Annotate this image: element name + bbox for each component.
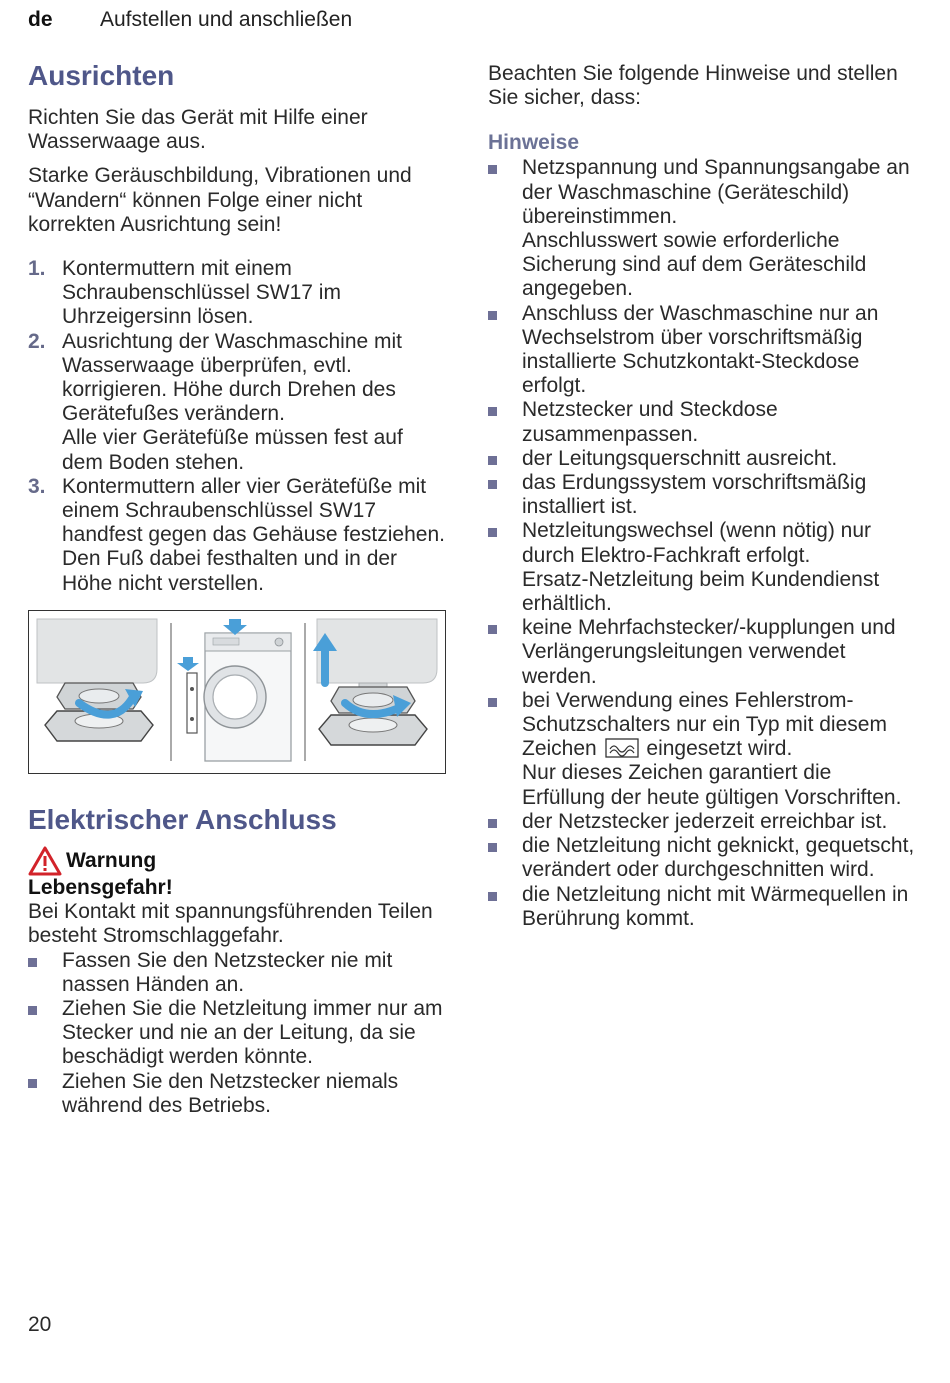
ausrichten-intro-2: Starke Geräuschbildung, Vibrationen und “Wandern“ können Folge einer nicht korrekten Ausrichtung sein! [28,164,412,236]
list-item [28,1070,448,1118]
square-bullet-icon [488,625,497,634]
list-item-note: Ersatz-Netzleitung beim Kundendienst erhältlich. [522,567,880,616]
square-bullet-icon [488,843,497,852]
list-item [488,398,918,446]
step-item [28,257,448,330]
square-bullet-icon [488,528,497,537]
step-item [28,330,448,475]
list-item-text: Netzspannung und Spannungsangabe an der Waschmaschine (Geräteschild) übereinstimmen. [522,156,910,228]
list-item [488,471,918,519]
step-number: 1. [28,257,46,281]
square-bullet-icon [488,407,497,416]
list-item [488,689,918,810]
list-item [488,447,918,471]
list-item-text: Ziehen Sie den Netzstecker niemals während des Betriebs. [62,1069,399,1117]
list-item-text: bei Verwendung eines Fehlerstrom-Schutzschalters nur ein Typ mit diesem Zeichen [522,688,887,761]
leveling-illustration-svg [29,611,445,773]
danger-heading: Lebensgefahr! [28,876,173,899]
list-item [488,616,918,689]
leveling-steps [28,257,448,596]
list-item-note: Anschlusswert sowie erforderliche Sicherung sind auf dem Geräteschild angegeben. [522,229,867,301]
square-bullet-icon [488,892,497,901]
list-item-text: die Netzleitung nicht mit Wärmequellen in Berührung kommt. [522,882,909,930]
warning-block [28,846,448,1118]
list-item-note: Nur dieses Zeichen garantiert die Erfüllung der heute gültigen Vorschriften. [522,761,902,809]
list-item-text: Anschluss der Waschmaschine nur an Wechselstrom über vorschriftsmäßig installierte Schutzkontakt-Steckdose erfolgt. [522,301,879,398]
square-bullet-icon [28,958,37,967]
list-item-text: Netzstecker und Steckdose zusammenpassen. [522,398,778,446]
warning-label: Warnung [66,849,157,872]
list-item-text: Ziehen Sie die Netzleitung immer nur am Stecker und nie an der Leitung, da sie beschädigt werden könnte. [62,997,443,1069]
step-note: Alle vier Gerätefüße müssen fest auf dem Boden stehen. [62,426,403,474]
square-bullet-icon [488,165,497,174]
ausrichten-intro-1: Richten Sie das Gerät mit Hilfe einer Wasserwaage aus. [28,106,368,154]
list-item [488,156,918,301]
foot-tighten-panel [313,619,437,745]
danger-text: Bei Kontakt mit spannungsführenden Teilen besteht Stromschlaggefahr. [28,900,433,948]
list-item [488,302,918,399]
warning-triangle-icon [28,846,62,876]
list-item-text: Fassen Sie den Netzstecker nie mit nassen Händen an. [62,948,393,996]
safety-bullet-list [28,949,448,1118]
square-bullet-icon [488,480,497,489]
list-item-text: der Leitungsquerschnitt ausreicht. [522,446,838,470]
square-bullet-icon [28,1006,37,1015]
step-number: 2. [28,329,46,353]
rcd-symbol-icon [605,738,639,758]
step-text: Kontermuttern aller vier Gerätefüße mit einem Schraubenschlüssel SW17 handfest gegen das Gehäuse festziehen. Den Fuß dabei festhalten und in der Höhe nicht verstellen. [62,474,445,595]
list-item-text: das Erdungssystem vorschriftsmäßig installiert ist. [522,471,867,519]
chapter-title: Aufstellen und anschließen [100,8,353,31]
list-item-text: keine Mehrfachstecker/-kupplungen und Verlängerungsleitungen verwendet werden. [522,616,896,688]
square-bullet-icon [488,456,497,465]
list-item-text: die Netzleitung nicht geknickt, gequetscht, verändert oder durchgeschnitten wird. [522,834,915,882]
square-bullet-icon [28,1079,37,1088]
step-text: Kontermuttern mit einem Schraubenschlüssel SW17 im Uhrzeigersinn lösen. [62,257,341,329]
list-item [28,997,448,1070]
step-number: 3. [28,474,46,498]
section-title-elektrisch: Elektrischer Anschluss [28,804,337,835]
step-item [28,475,448,596]
list-item-text: der Netzstecker jederzeit erreichbar ist. [522,809,888,833]
list-item [28,949,448,997]
square-bullet-icon [488,698,497,707]
list-item-text: Netzleitungswechsel (wenn nötig) nur durch Elektro-Fachkraft erfolgt. [522,519,872,567]
foot-loosen-panel [37,619,157,741]
list-item [488,834,918,882]
page-number: 20 [28,1313,52,1336]
list-item [488,519,918,616]
hinweise-heading: Hinweise [488,131,580,155]
list-item-text-cont: eingesetzt wird. [646,737,793,761]
page-header [28,8,353,32]
leveling-illustration [28,610,446,774]
list-item [488,883,918,931]
step-text: Ausrichtung der Waschmaschine mit Wasserwaage überprüfen, evtl. korrigieren. Höhe durch Drehen des Gerätefußes verändern. [62,329,403,426]
washing-machine-panel [177,619,291,761]
right-column [488,62,918,931]
warning-heading [28,846,448,876]
list-item [488,810,918,834]
left-column [28,58,448,596]
hinweise-list [488,156,918,931]
square-bullet-icon [488,819,497,828]
language-code: de [28,8,53,31]
square-bullet-icon [488,311,497,320]
hinweise-intro: Beachten Sie folgende Hinweise und stellen Sie sicher, dass: [488,62,898,110]
section-title-ausrichten: Ausrichten [28,60,175,91]
